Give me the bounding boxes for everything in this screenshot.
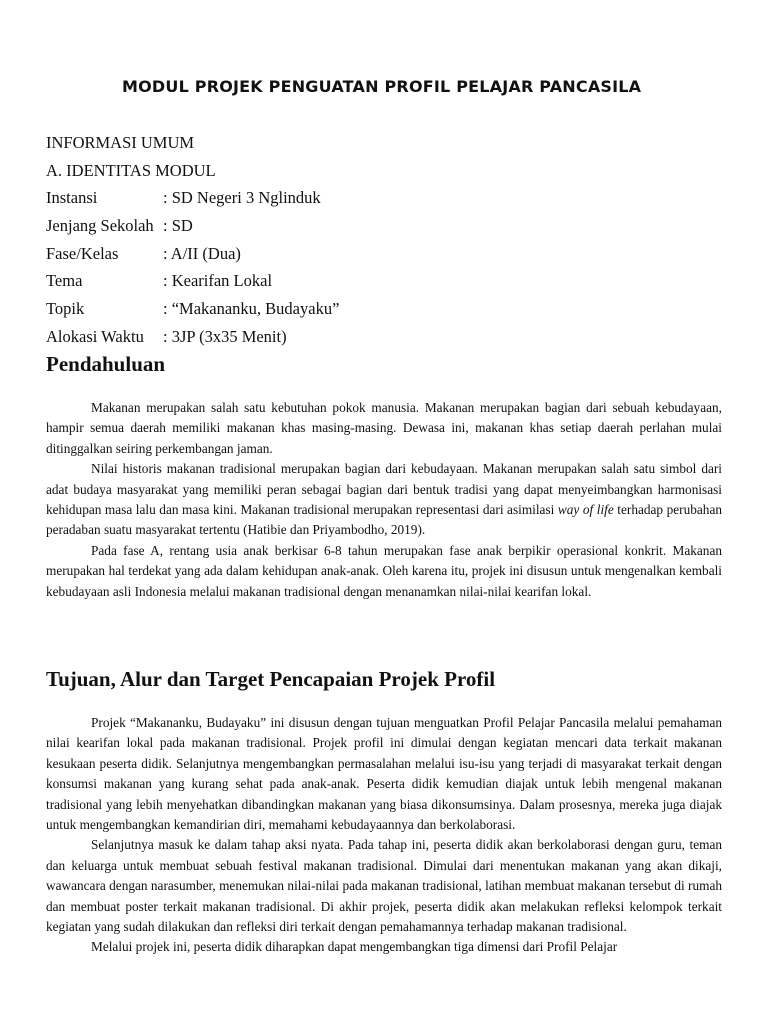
identity-value: : SD (163, 216, 193, 236)
section-heading-pendahuluan: Pendahuluan (46, 352, 166, 376)
identity-row-fase (46, 240, 339, 268)
identity-label: Fase/Kelas (46, 243, 119, 263)
paragraph: Projek “Makananku, Budayaku” ini disusun dengan tujuan menguatkan Profil Pelajar Pancasila melalui pemahaman nilai kearifan lokal pada makanan tradisional. Projek profil ini dimulai dengan kegiatan mencari data terkait makanan kesukaan peserta didik. Selanjutnya mengembangkan permasalahan melalui isu-isu yang terjadi di masyarakat terkait dengan konsumsi makanan yang kurang sehat pada anak-anak. Peserta didik kemudian diajak untuk lebih mengenal makanan tradisional yang lebih menyehatkan dibandingkan makanan yang biasa dikonsumsinya. Dalam prosesnya, mereka juga diajak untuk mengembangkan kemandirian diri, memahami kebudayaannya dan berkolaborasi. (46, 715, 722, 833)
identity-label: Alokasi Waktu (46, 326, 144, 346)
identity-label: Tema (46, 271, 83, 291)
paragraph: Makanan merupakan salah satu kebutuhan pokok manusia. Makanan merupakan bagian dari sebuah kebudayaan, hampir semua daerah memiliki makanan khas masing-masing. Dewasa ini, makanan khas setiap daerah perlahan mulai ditinggalkan seiring perkembangan jaman. (46, 400, 722, 456)
identity-value: : Kearifan Lokal (163, 271, 273, 291)
section-body-pendahuluan (46, 398, 722, 602)
identity-value: : “Makananku, Budayaku” (163, 299, 340, 319)
identity-row-tema (46, 267, 339, 295)
paragraph: Pada fase A, rentang usia anak berkisar 6-8 tahun merupakan fase anak berpikir operasional konkrit. Makanan merupakan hal terdekat yang ada dalam kehidupan anak-anak. Oleh karena itu, projek ini disusun untuk mengenalkan kembali kebudayaan asli Indonesia melalui makanan tradisional dengan menanamkan nilai-nilai kearifan lokal. (46, 542, 722, 599)
general-info-block (46, 129, 339, 351)
document-title: MODUL PROJEK PENGUATAN PROFIL PELAJAR PANCASILA (122, 77, 642, 96)
identity-row-topik (46, 295, 339, 323)
identity-value: : A/II (Dua) (163, 243, 241, 263)
info-heading: INFORMASI UMUM (46, 133, 195, 152)
identity-label: Jenjang Sekolah (46, 216, 154, 236)
section-body-tujuan (46, 713, 722, 958)
paragraph-text: terhadap perubahan peradaban suatu masyarakat tertentu (Hatibie dan Priyambodho, 2019). (46, 502, 722, 538)
identity-heading: A. IDENTITAS MODUL (46, 160, 216, 180)
paragraph: Melalui projek ini, peserta didik diharapkan dapat mengembangkan tiga dimensi dari Profil Pelajar (91, 939, 618, 955)
identity-value: : 3JP (3x35 Menit) (163, 326, 287, 346)
paragraph: Selanjutnya masuk ke dalam tahap aksi nyata. Pada tahap ini, peserta didik akan berkolaborasi dengan guru, teman dan keluarga untuk membuat sebuah festival makanan tradisional. Dimulai dari menentukan makanan yang akan dikaji, wawancara dengan narasumber, menemukan nilai-nilai pada makanan tradisional, latihan membuat makanan tersebut di rumah dan membuat poster terkait makanan tradisional. Di akhir projek, peserta didik akan melakukan refleksi kelompok terkait kegiatan yang sudah dilakukan dan refleksi diri terkait dengan pemahamannya terhadap makanan tradisional. (46, 837, 722, 935)
identity-label: Topik (46, 299, 85, 319)
identity-row-jenjang (46, 212, 339, 240)
identity-label: Instansi (46, 188, 98, 208)
identity-row-instansi (46, 184, 339, 212)
identity-row-alokasi (46, 323, 339, 351)
section-heading-tujuan: Tujuan, Alur dan Target Pencapaian Projek Profil (46, 667, 496, 691)
paragraph-text: Nilai historis makanan tradisional merupakan bagian dari kebudayaan. Makanan merupakan salah satu simbol dari adat budaya masyarakat yang memiliki peran sebagai bagian dari bentuk tradisi yang dapat menyeimbangkan harmonisasi kehidupan masa lalu dan masa kini. Makanan tradisional merupakan representasi dari asimilasi (46, 461, 722, 518)
paragraph (46, 459, 722, 541)
italic-term: way of life (557, 502, 614, 518)
identity-value: : SD Negeri 3 Nglinduk (163, 188, 321, 208)
